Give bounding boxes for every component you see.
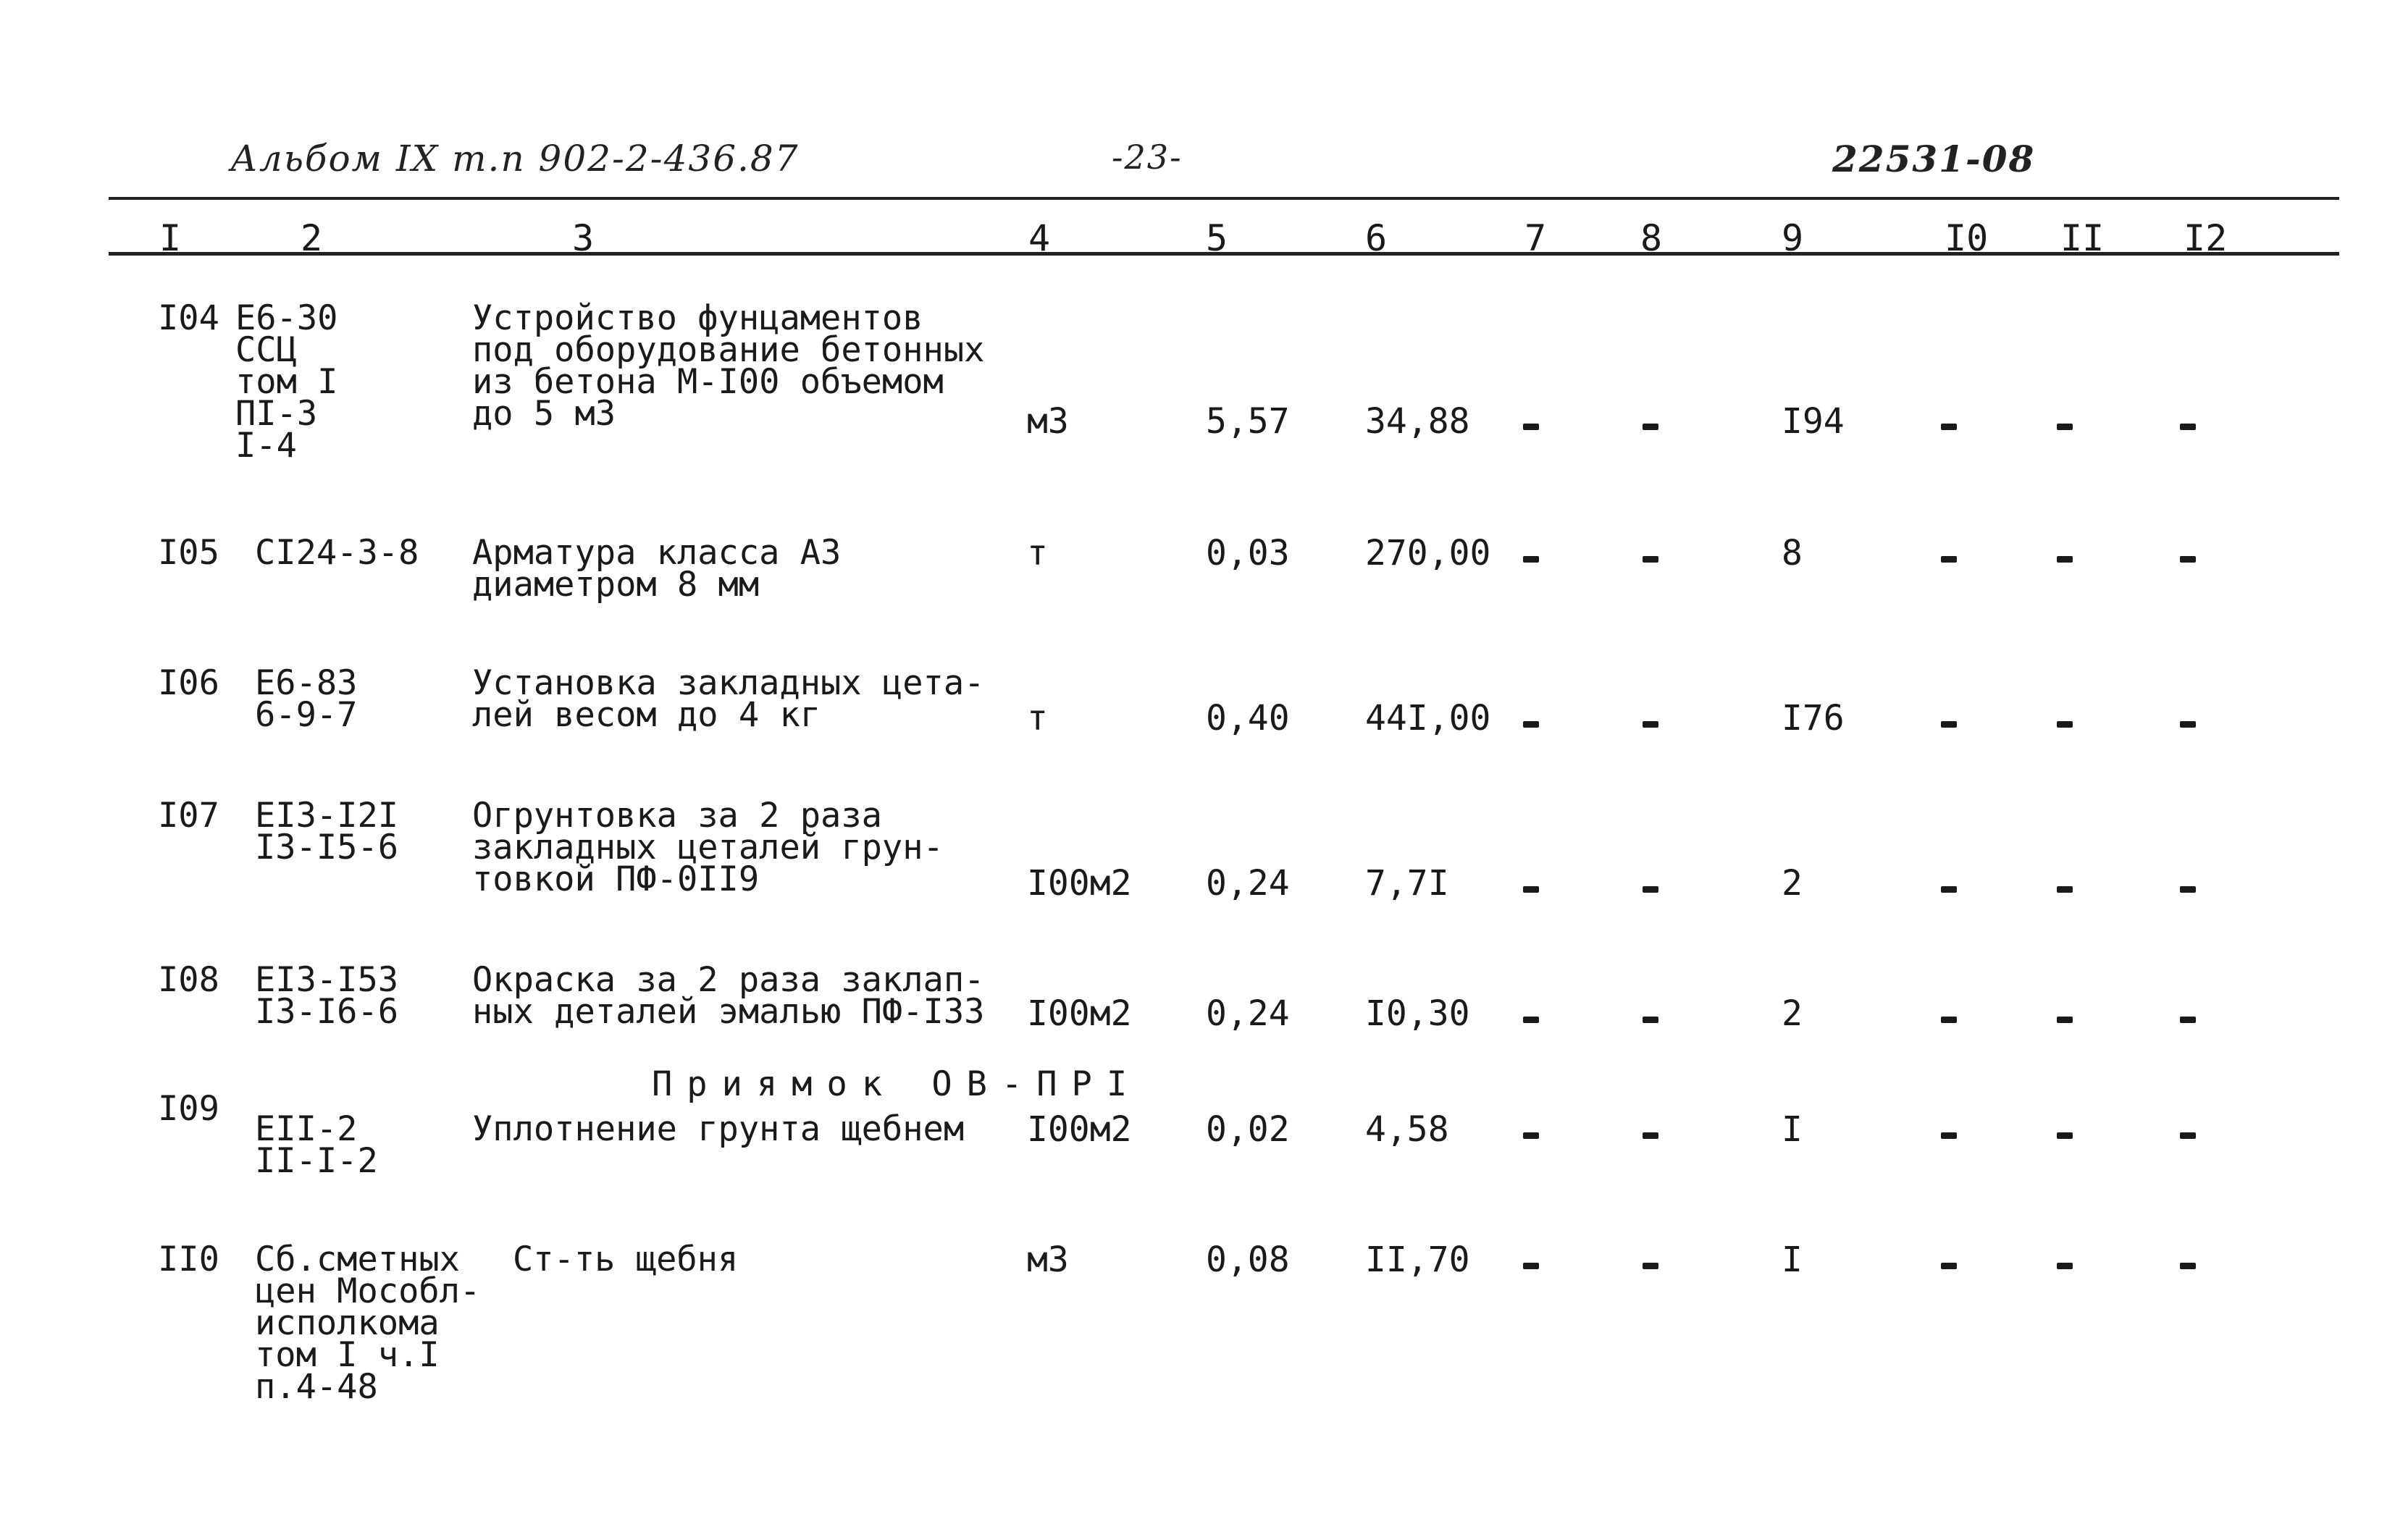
row-106-col10 — [1941, 721, 1957, 728]
row-106-qty: 0,40 — [1206, 698, 1290, 739]
column-header-1: I — [159, 217, 182, 259]
column-header-2: 2 — [301, 217, 323, 259]
row-109-col8 — [1643, 1132, 1658, 1139]
column-header-5: 5 — [1206, 217, 1228, 259]
row-109-col9: I — [1782, 1109, 1803, 1150]
document-code: 22531-08 — [1832, 138, 2036, 180]
row-107-name: Огрунтовка за 2 раза закладных цеталей грун- товкой ПФ-0II9 — [472, 796, 944, 899]
row-108-col7 — [1523, 1017, 1539, 1023]
row-107-qty: 0,24 — [1206, 863, 1290, 904]
row-105-col7 — [1523, 556, 1539, 563]
row-110-col8 — [1643, 1263, 1658, 1269]
row-107-unit: I00м2 — [1027, 863, 1132, 904]
row-107-col12 — [2180, 886, 2196, 893]
row-107-col10 — [1941, 886, 1957, 893]
row-106-code: Е6-83 6-9-7 — [255, 663, 358, 735]
row-105-code: СI24-3-8 — [255, 533, 419, 573]
row-105-name: Арматура класса А3 диаметром 8 мм — [472, 533, 842, 605]
row-106-col12 — [2180, 721, 2196, 728]
row-104-col11 — [2057, 424, 2073, 430]
column-header-11: II — [2060, 217, 2105, 259]
row-108-col9: 2 — [1782, 993, 1803, 1034]
row-106-col7 — [1523, 721, 1539, 728]
row-105-price: 270,00 — [1365, 533, 1491, 573]
row-109-name: Уплотнение грунта щебнем — [472, 1109, 965, 1149]
row-108-col11 — [2057, 1017, 2073, 1023]
row-109-price: 4,58 — [1365, 1109, 1449, 1150]
row-105-number: I05 — [158, 533, 219, 573]
row-110-col7 — [1523, 1263, 1539, 1269]
section-heading: Приямок ОВ-ПРI — [652, 1064, 1142, 1104]
row-107-number: I07 — [158, 796, 219, 836]
row-109-col7 — [1523, 1132, 1539, 1139]
row-105-col9: 8 — [1782, 533, 1803, 573]
row-107-col9: 2 — [1782, 863, 1803, 904]
row-104-col7 — [1523, 424, 1539, 430]
column-header-3: 3 — [572, 217, 595, 259]
row-108-qty: 0,24 — [1206, 993, 1290, 1034]
row-110-name: Ст-ть щебня — [513, 1240, 739, 1279]
row-108-code: ЕI3-I53 I3-I6-6 — [255, 960, 399, 1032]
row-105-col11 — [2057, 556, 2073, 563]
row-109-col12 — [2180, 1132, 2196, 1139]
column-header-7: 7 — [1524, 217, 1547, 259]
row-110-code: Сб.сметных цен Мособл- исполкома том I ч.I п.4-48 — [255, 1240, 481, 1407]
column-header-8: 8 — [1640, 217, 1663, 259]
row-108-price: I0,30 — [1365, 993, 1470, 1034]
row-108-col12 — [2180, 1017, 2196, 1023]
row-104-col8 — [1643, 424, 1658, 430]
row-104-col12 — [2180, 424, 2196, 430]
row-104-col10 — [1941, 424, 1957, 430]
row-109-col11 — [2057, 1132, 2073, 1139]
page-number: -23- — [1112, 138, 1183, 177]
row-107-col8 — [1643, 886, 1658, 893]
column-header-12: I2 — [2184, 217, 2228, 259]
row-110-unit: м3 — [1027, 1240, 1069, 1280]
row-106-number: I06 — [158, 663, 219, 703]
row-106-col9: I76 — [1782, 698, 1845, 739]
row-110-col12 — [2180, 1263, 2196, 1269]
row-105-col12 — [2180, 556, 2196, 563]
row-104-price: 34,88 — [1365, 401, 1470, 442]
row-106-col8 — [1643, 721, 1658, 728]
row-105-unit: т — [1027, 533, 1048, 573]
row-107-code: ЕI3-I2I I3-I5-6 — [255, 796, 399, 867]
row-104-unit: м3 — [1027, 401, 1069, 442]
row-108-unit: I00м2 — [1027, 993, 1132, 1034]
top-rule — [109, 197, 2339, 200]
row-104-col9: I94 — [1782, 401, 1845, 442]
row-104-code: Е6-30 ССЦ том I ПI-3 I-4 — [235, 298, 338, 466]
row-104-qty: 5,57 — [1206, 401, 1290, 442]
row-106-name: Установка закладных цета- лей весом до 4 кг — [472, 663, 985, 735]
row-106-price: 44I,00 — [1365, 698, 1491, 739]
row-109-col10 — [1941, 1132, 1957, 1139]
row-110-number: II0 — [158, 1240, 219, 1279]
column-header-9: 9 — [1782, 217, 1804, 259]
album-reference: Альбом IX т.п 902-2-436.87 — [230, 138, 800, 180]
row-106-col11 — [2057, 721, 2073, 728]
row-108-col8 — [1643, 1017, 1658, 1023]
row-106-unit: т — [1027, 698, 1048, 739]
row-105-col8 — [1643, 556, 1658, 563]
row-104-number: I04 — [158, 298, 219, 338]
row-105-col10 — [1941, 556, 1957, 563]
row-104-name: Устройство фунцаментов под оборудование бетонных из бетона М-I00 объемом до 5 м3 — [472, 298, 985, 434]
row-107-price: 7,7I — [1365, 863, 1449, 904]
row-110-qty: 0,08 — [1206, 1240, 1290, 1280]
row-107-col11 — [2057, 886, 2073, 893]
row-108-col10 — [1941, 1017, 1957, 1023]
column-header-10: I0 — [1945, 217, 1989, 259]
row-105-qty: 0,03 — [1206, 533, 1290, 573]
row-108-name: Окраска за 2 раза заклап- ных деталей эмалью ПФ-I33 — [472, 960, 985, 1032]
row-110-col10 — [1941, 1263, 1957, 1269]
row-110-col9: I — [1782, 1240, 1803, 1280]
column-header-4: 4 — [1028, 217, 1051, 259]
row-110-col11 — [2057, 1263, 2073, 1269]
row-110-price: II,70 — [1365, 1240, 1470, 1280]
row-109-qty: 0,02 — [1206, 1109, 1290, 1150]
row-109-number: I09 — [158, 1089, 219, 1129]
row-109-unit: I00м2 — [1027, 1109, 1132, 1150]
row-108-number: I08 — [158, 960, 219, 1000]
column-header-6: 6 — [1365, 217, 1388, 259]
row-109-code: ЕII-2 II-I-2 — [255, 1109, 378, 1181]
row-107-col7 — [1523, 886, 1539, 893]
